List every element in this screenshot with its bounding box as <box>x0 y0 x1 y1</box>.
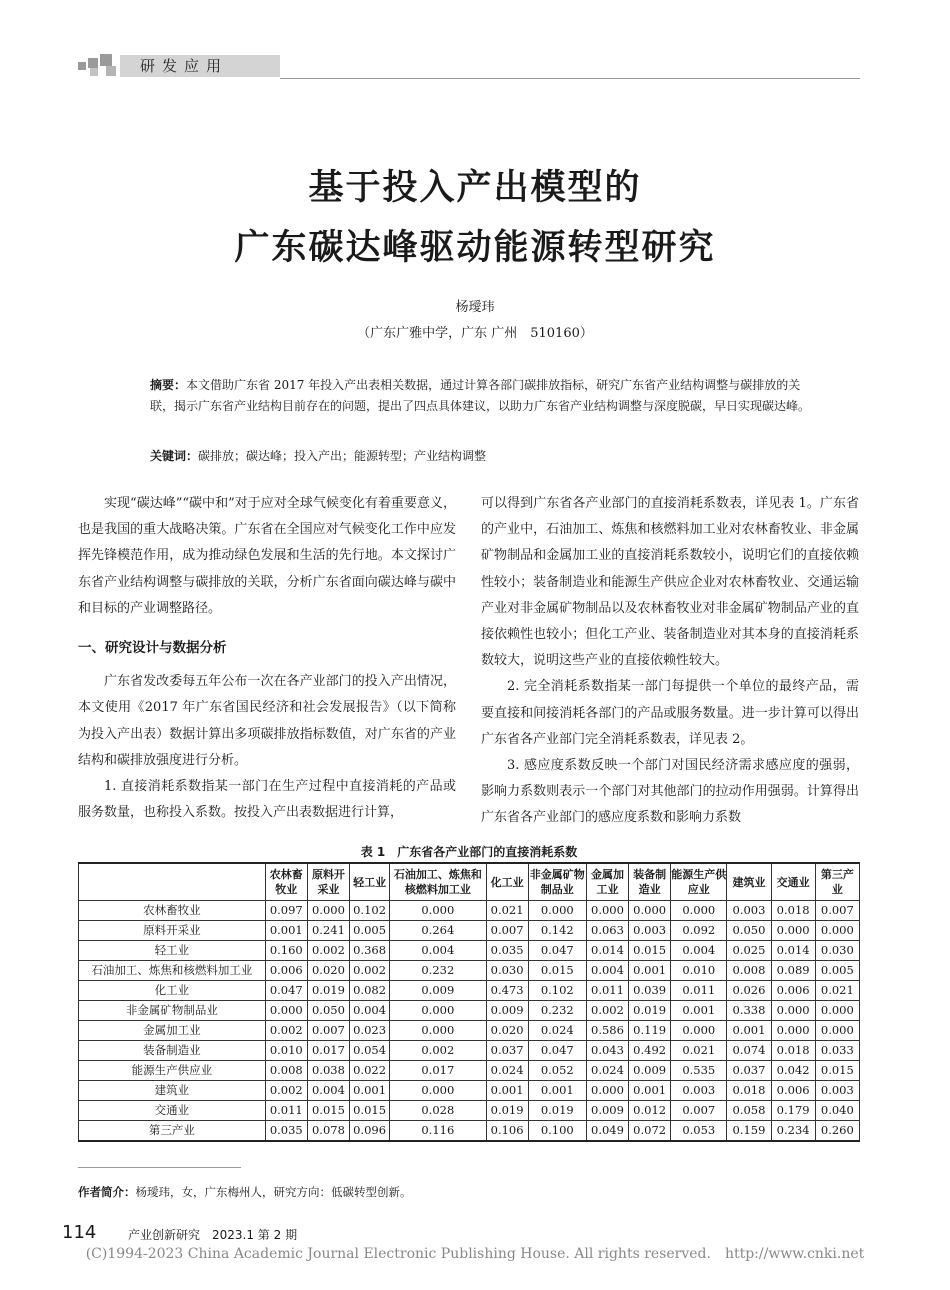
value-cell: 0.009 <box>586 1101 628 1121</box>
value-cell: 0.019 <box>629 1001 671 1021</box>
value-cell: 0.000 <box>265 1001 307 1021</box>
value-cell: 0.022 <box>350 1061 390 1081</box>
paper-title-line2: 广东碳达峰驱动能源转型研究 <box>234 228 716 268</box>
value-cell: 0.106 <box>486 1121 528 1142</box>
value-cell: 0.000 <box>771 1021 815 1041</box>
header-rule <box>280 78 860 79</box>
table-row <box>79 1081 860 1101</box>
table-header-cell: 农林畜牧业 <box>265 863 307 901</box>
value-cell: 0.001 <box>528 1081 586 1101</box>
value-cell: 0.015 <box>815 1061 859 1081</box>
journal-info: 产业创新研究 2023.1 第 2 期 <box>128 1228 298 1242</box>
table-row <box>79 1121 860 1142</box>
keywords <box>150 446 820 467</box>
value-cell: 0.000 <box>390 901 486 921</box>
value-cell: 0.072 <box>629 1121 671 1142</box>
affiliation: （广东广雅中学，广东 广州 510160） <box>357 326 593 341</box>
value-cell: 0.000 <box>671 1021 727 1041</box>
value-cell: 0.006 <box>265 961 307 981</box>
value-cell: 0.005 <box>815 961 859 981</box>
row-label-cell: 金属加工业 <box>79 1021 266 1041</box>
value-cell: 0.021 <box>671 1041 727 1061</box>
value-cell: 0.100 <box>528 1121 586 1142</box>
value-cell: 0.054 <box>350 1041 390 1061</box>
value-cell: 0.008 <box>727 961 771 981</box>
value-cell: 0.021 <box>486 901 528 921</box>
value-cell: 0.232 <box>390 961 486 981</box>
row-label-cell: 第三产业 <box>79 1121 266 1142</box>
value-cell: 0.037 <box>486 1041 528 1061</box>
footnote <box>78 1184 412 1200</box>
table-header-cell: 化工业 <box>486 863 528 901</box>
value-cell: 0.007 <box>307 1021 349 1041</box>
value-cell: 0.014 <box>586 941 628 961</box>
table-header-cell: 交通业 <box>771 863 815 901</box>
value-cell: 0.042 <box>771 1061 815 1081</box>
abstract <box>150 375 820 416</box>
value-cell: 0.018 <box>727 1081 771 1101</box>
table-row <box>79 1001 860 1021</box>
value-cell: 0.053 <box>671 1121 727 1142</box>
value-cell: 0.000 <box>307 901 349 921</box>
table-header-cell: 非金属矿物制品业 <box>528 863 586 901</box>
value-cell: 0.000 <box>671 901 727 921</box>
value-cell: 0.024 <box>486 1061 528 1081</box>
left-column <box>78 491 456 826</box>
value-cell: 0.047 <box>528 941 586 961</box>
table-row <box>79 1101 860 1121</box>
value-cell: 0.119 <box>629 1021 671 1041</box>
value-cell: 0.015 <box>528 961 586 981</box>
row-label-cell: 石油加工、炼焦和核燃料加工业 <box>79 961 266 981</box>
paragraph: 广东省发改委每五年公布一次在各产业部门的投入产出情况，本文使用《2017 年广东省国民经济和社会发展报告》（以下简称为投入产出表）数据计算出多项碳排放指标数值，对广东省的产业结构和碳排放强度进行分析。 <box>78 674 456 768</box>
value-cell: 0.020 <box>486 1021 528 1041</box>
value-cell: 0.052 <box>528 1061 586 1081</box>
value-cell: 0.003 <box>727 901 771 921</box>
value-cell: 0.092 <box>671 921 727 941</box>
value-cell: 0.039 <box>629 981 671 1001</box>
value-cell: 0.003 <box>629 921 671 941</box>
value-cell: 0.038 <box>307 1061 349 1081</box>
value-cell: 0.001 <box>629 961 671 981</box>
value-cell: 0.019 <box>528 1101 586 1121</box>
value-cell: 0.586 <box>586 1021 628 1041</box>
value-cell: 0.011 <box>265 1101 307 1121</box>
value-cell: 0.004 <box>390 941 486 961</box>
value-cell: 0.024 <box>586 1061 628 1081</box>
value-cell: 0.017 <box>390 1061 486 1081</box>
footnote-label: 作者简介： <box>78 1185 136 1199</box>
table-header-cell: 原料开采业 <box>307 863 349 901</box>
value-cell: 0.000 <box>629 901 671 921</box>
value-cell: 0.035 <box>265 1121 307 1142</box>
value-cell: 0.004 <box>671 941 727 961</box>
value-cell: 0.102 <box>528 981 586 1001</box>
value-cell: 0.116 <box>390 1121 486 1142</box>
value-cell: 0.028 <box>390 1101 486 1121</box>
table-header-cell: 轻工业 <box>350 863 390 901</box>
value-cell: 0.037 <box>727 1061 771 1081</box>
value-cell: 0.006 <box>771 981 815 1001</box>
value-cell: 0.004 <box>307 1081 349 1101</box>
section-header: 研发应用 <box>140 57 229 75</box>
row-label-cell: 建筑业 <box>79 1081 266 1101</box>
value-cell: 0.063 <box>586 921 628 941</box>
value-cell: 0.142 <box>528 921 586 941</box>
row-label-cell: 轻工业 <box>79 941 266 961</box>
value-cell: 0.000 <box>815 1001 859 1021</box>
value-cell: 0.023 <box>350 1021 390 1041</box>
value-cell: 0.078 <box>307 1121 349 1142</box>
value-cell: 0.004 <box>350 1001 390 1021</box>
value-cell: 0.021 <box>815 981 859 1001</box>
value-cell: 0.338 <box>727 1001 771 1021</box>
value-cell: 0.006 <box>771 1081 815 1101</box>
value-cell: 0.234 <box>771 1121 815 1142</box>
value-cell: 0.232 <box>528 1001 586 1021</box>
value-cell: 0.030 <box>486 961 528 981</box>
value-cell: 0.050 <box>727 921 771 941</box>
abstract-label: 摘要： <box>150 378 187 392</box>
author: 杨璦玮 <box>455 300 495 315</box>
table-header-cell: 能源生产供应业 <box>671 863 727 901</box>
value-cell: 0.019 <box>486 1101 528 1121</box>
table-header-cell <box>79 863 266 901</box>
value-cell: 0.004 <box>586 961 628 981</box>
value-cell: 0.001 <box>629 1081 671 1101</box>
value-cell: 0.000 <box>815 921 859 941</box>
row-label-cell: 能源生产供应业 <box>79 1061 266 1081</box>
keywords-text: 碳排放；碳达峰；投入产出；能源转型；产业结构调整 <box>198 449 487 463</box>
value-cell: 0.000 <box>390 1081 486 1101</box>
value-cell: 0.002 <box>350 961 390 981</box>
value-cell: 0.002 <box>265 1081 307 1101</box>
value-cell: 0.003 <box>671 1081 727 1101</box>
value-cell: 0.015 <box>629 941 671 961</box>
table-row <box>79 1021 860 1041</box>
value-cell: 0.020 <box>307 961 349 981</box>
value-cell: 0.002 <box>265 1021 307 1041</box>
row-label-cell: 非金属矿物制品业 <box>79 1001 266 1021</box>
value-cell: 0.040 <box>815 1101 859 1121</box>
value-cell: 0.000 <box>390 1001 486 1021</box>
value-cell: 0.001 <box>486 1081 528 1101</box>
value-cell: 0.014 <box>771 941 815 961</box>
value-cell: 0.368 <box>350 941 390 961</box>
value-cell: 0.009 <box>486 1001 528 1021</box>
value-cell: 0.179 <box>771 1101 815 1121</box>
value-cell: 0.007 <box>671 1101 727 1121</box>
value-cell: 0.096 <box>350 1121 390 1142</box>
data-table <box>78 862 860 1142</box>
value-cell: 0.001 <box>350 1081 390 1101</box>
table-caption: 表 1 广东省各产业部门的直接消耗系数 <box>360 845 578 859</box>
value-cell: 0.097 <box>265 901 307 921</box>
keywords-label: 关键词： <box>150 449 199 463</box>
value-cell: 0.010 <box>265 1041 307 1061</box>
value-cell: 0.492 <box>629 1041 671 1061</box>
page-number: 114 <box>62 1222 97 1243</box>
value-cell: 0.002 <box>390 1041 486 1061</box>
value-cell: 0.033 <box>815 1041 859 1061</box>
value-cell: 0.019 <box>307 981 349 1001</box>
table-row <box>79 921 860 941</box>
value-cell: 0.002 <box>586 1001 628 1021</box>
table-header-row <box>79 863 860 901</box>
paragraph: 1. 直接消耗系数指某一部门在生产过程中直接消耗的产品或服务数量，也称投入系数。按投入产出表数据进行计算， <box>78 779 456 821</box>
value-cell: 0.007 <box>486 921 528 941</box>
value-cell: 0.018 <box>771 1041 815 1061</box>
value-cell: 0.089 <box>771 961 815 981</box>
value-cell: 0.003 <box>815 1081 859 1101</box>
table-row <box>79 981 860 1001</box>
table-row <box>79 901 860 921</box>
value-cell: 0.102 <box>350 901 390 921</box>
paragraph: 实现“碳达峰”“碳中和”对于应对全球气候变化有着重要意义，也是我国的重大战略决策。广东省在全国应对气候变化工作中应发挥先锋模范作用，成为推动绿色发展和生活的先行地。本文探讨广东省产业结构调整与碳排放的关联，分析广东省面向碳达峰与碳中和目标的产业调整路径。 <box>78 496 456 616</box>
value-cell: 0.024 <box>528 1021 586 1041</box>
abstract-text: 本文借助广东省 2017 年投入产出表相关数据，通过计算各部门碳排放指标，研究广东省产业结构调整与碳排放的关联，揭示广东省产业结构目前存在的问题，提出了四点具体建议，以助力广东省产业结构调整与深度脱碳，早日实现碳达峰。 <box>150 378 811 413</box>
copyright-notice: (C)1994-2023 China Academic Journal Electronic Publishing House. All rights reserved. http://www.cnki.net <box>85 1246 865 1262</box>
value-cell: 0.000 <box>586 901 628 921</box>
value-cell: 0.058 <box>727 1101 771 1121</box>
value-cell: 0.015 <box>350 1101 390 1121</box>
row-label-cell: 原料开采业 <box>79 921 266 941</box>
row-label-cell: 交通业 <box>79 1101 266 1121</box>
value-cell: 0.159 <box>727 1121 771 1142</box>
row-label-cell: 化工业 <box>79 981 266 1001</box>
table-header-cell: 金属加工业 <box>586 863 628 901</box>
paper-title-line1: 基于投入产出模型的 <box>308 168 642 208</box>
footnote-text: 杨璦玮，女，广东梅州人，研究方向：低碳转型创新。 <box>135 1185 412 1199</box>
table-header-cell: 第三产业 <box>815 863 859 901</box>
paragraph: 2. 完全消耗系数指某一部门每提供一个单位的最终产品，需要直接和间接消耗各部门的产品或服务数量。进一步计算可以得出广东省各产业部门完全消耗系数表，详见表 2。 <box>481 679 859 747</box>
paragraph: 可以得到广东省各产业部门的直接消耗系数表，详见表 1。广东省的产业中，石油加工、炼焦和核燃料加工业对农林畜牧业、非金属矿物制品和金属加工业的直接消耗系数较小，说明它们的直接依赖性较小；装备制造业和能源生产供应企业对农林畜牧业、交通运输产业对非金属矿物制品以及农林畜牧业对非金属矿物制品产业的直接依赖性也较小；但化工产业、装备制造业对其本身的直接消耗系数较大，说明这些产业的直接依赖性较大。 <box>481 496 859 669</box>
table-header-cell: 建筑业 <box>727 863 771 901</box>
value-cell: 0.050 <box>307 1001 349 1021</box>
value-cell: 0.015 <box>307 1101 349 1121</box>
value-cell: 0.007 <box>815 901 859 921</box>
value-cell: 0.082 <box>350 981 390 1001</box>
value-cell: 0.160 <box>265 941 307 961</box>
table-row <box>79 1041 860 1061</box>
table-header-cell: 石油加工、炼焦和核燃料加工业 <box>390 863 486 901</box>
table-row <box>79 941 860 961</box>
value-cell: 0.047 <box>265 981 307 1001</box>
right-column <box>481 491 859 832</box>
value-cell: 0.017 <box>307 1041 349 1061</box>
value-cell: 0.018 <box>771 901 815 921</box>
value-cell: 0.001 <box>671 1001 727 1021</box>
value-cell: 0.005 <box>350 921 390 941</box>
value-cell: 0.000 <box>815 1021 859 1041</box>
value-cell: 0.473 <box>486 981 528 1001</box>
value-cell: 0.026 <box>727 981 771 1001</box>
value-cell: 0.011 <box>586 981 628 1001</box>
value-cell: 0.260 <box>815 1121 859 1142</box>
value-cell: 0.010 <box>671 961 727 981</box>
table-header-cell: 装备制造业 <box>629 863 671 901</box>
table-row <box>79 961 860 981</box>
row-label-cell: 农林畜牧业 <box>79 901 266 921</box>
value-cell: 0.025 <box>727 941 771 961</box>
row-label-cell: 装备制造业 <box>79 1041 266 1061</box>
value-cell: 0.011 <box>671 981 727 1001</box>
value-cell: 0.264 <box>390 921 486 941</box>
section-heading: 一、研究设计与数据分析 <box>78 640 227 657</box>
value-cell: 0.000 <box>390 1021 486 1041</box>
value-cell: 0.074 <box>727 1041 771 1061</box>
value-cell: 0.008 <box>265 1061 307 1081</box>
value-cell: 0.049 <box>586 1121 628 1142</box>
value-cell: 0.043 <box>586 1041 628 1061</box>
value-cell: 0.012 <box>629 1101 671 1121</box>
value-cell: 0.000 <box>528 901 586 921</box>
value-cell: 0.000 <box>586 1081 628 1101</box>
value-cell: 0.009 <box>390 981 486 1001</box>
table-row <box>79 1061 860 1081</box>
value-cell: 0.241 <box>307 921 349 941</box>
value-cell: 0.009 <box>629 1061 671 1081</box>
value-cell: 0.047 <box>528 1041 586 1061</box>
value-cell: 0.535 <box>671 1061 727 1081</box>
value-cell: 0.001 <box>727 1021 771 1041</box>
value-cell: 0.000 <box>771 921 815 941</box>
footnote-rule <box>78 1167 241 1168</box>
value-cell: 0.000 <box>771 1001 815 1021</box>
paragraph: 3. 感应度系数反映一个部门对国民经济需求感应度的强弱，影响力系数则表示一个部门对其他部门的拉动作用强弱。计算得出广东省各产业部门的感应度系数和影响力系数 <box>481 758 859 826</box>
value-cell: 0.035 <box>486 941 528 961</box>
value-cell: 0.030 <box>815 941 859 961</box>
value-cell: 0.002 <box>307 941 349 961</box>
value-cell: 0.001 <box>265 921 307 941</box>
